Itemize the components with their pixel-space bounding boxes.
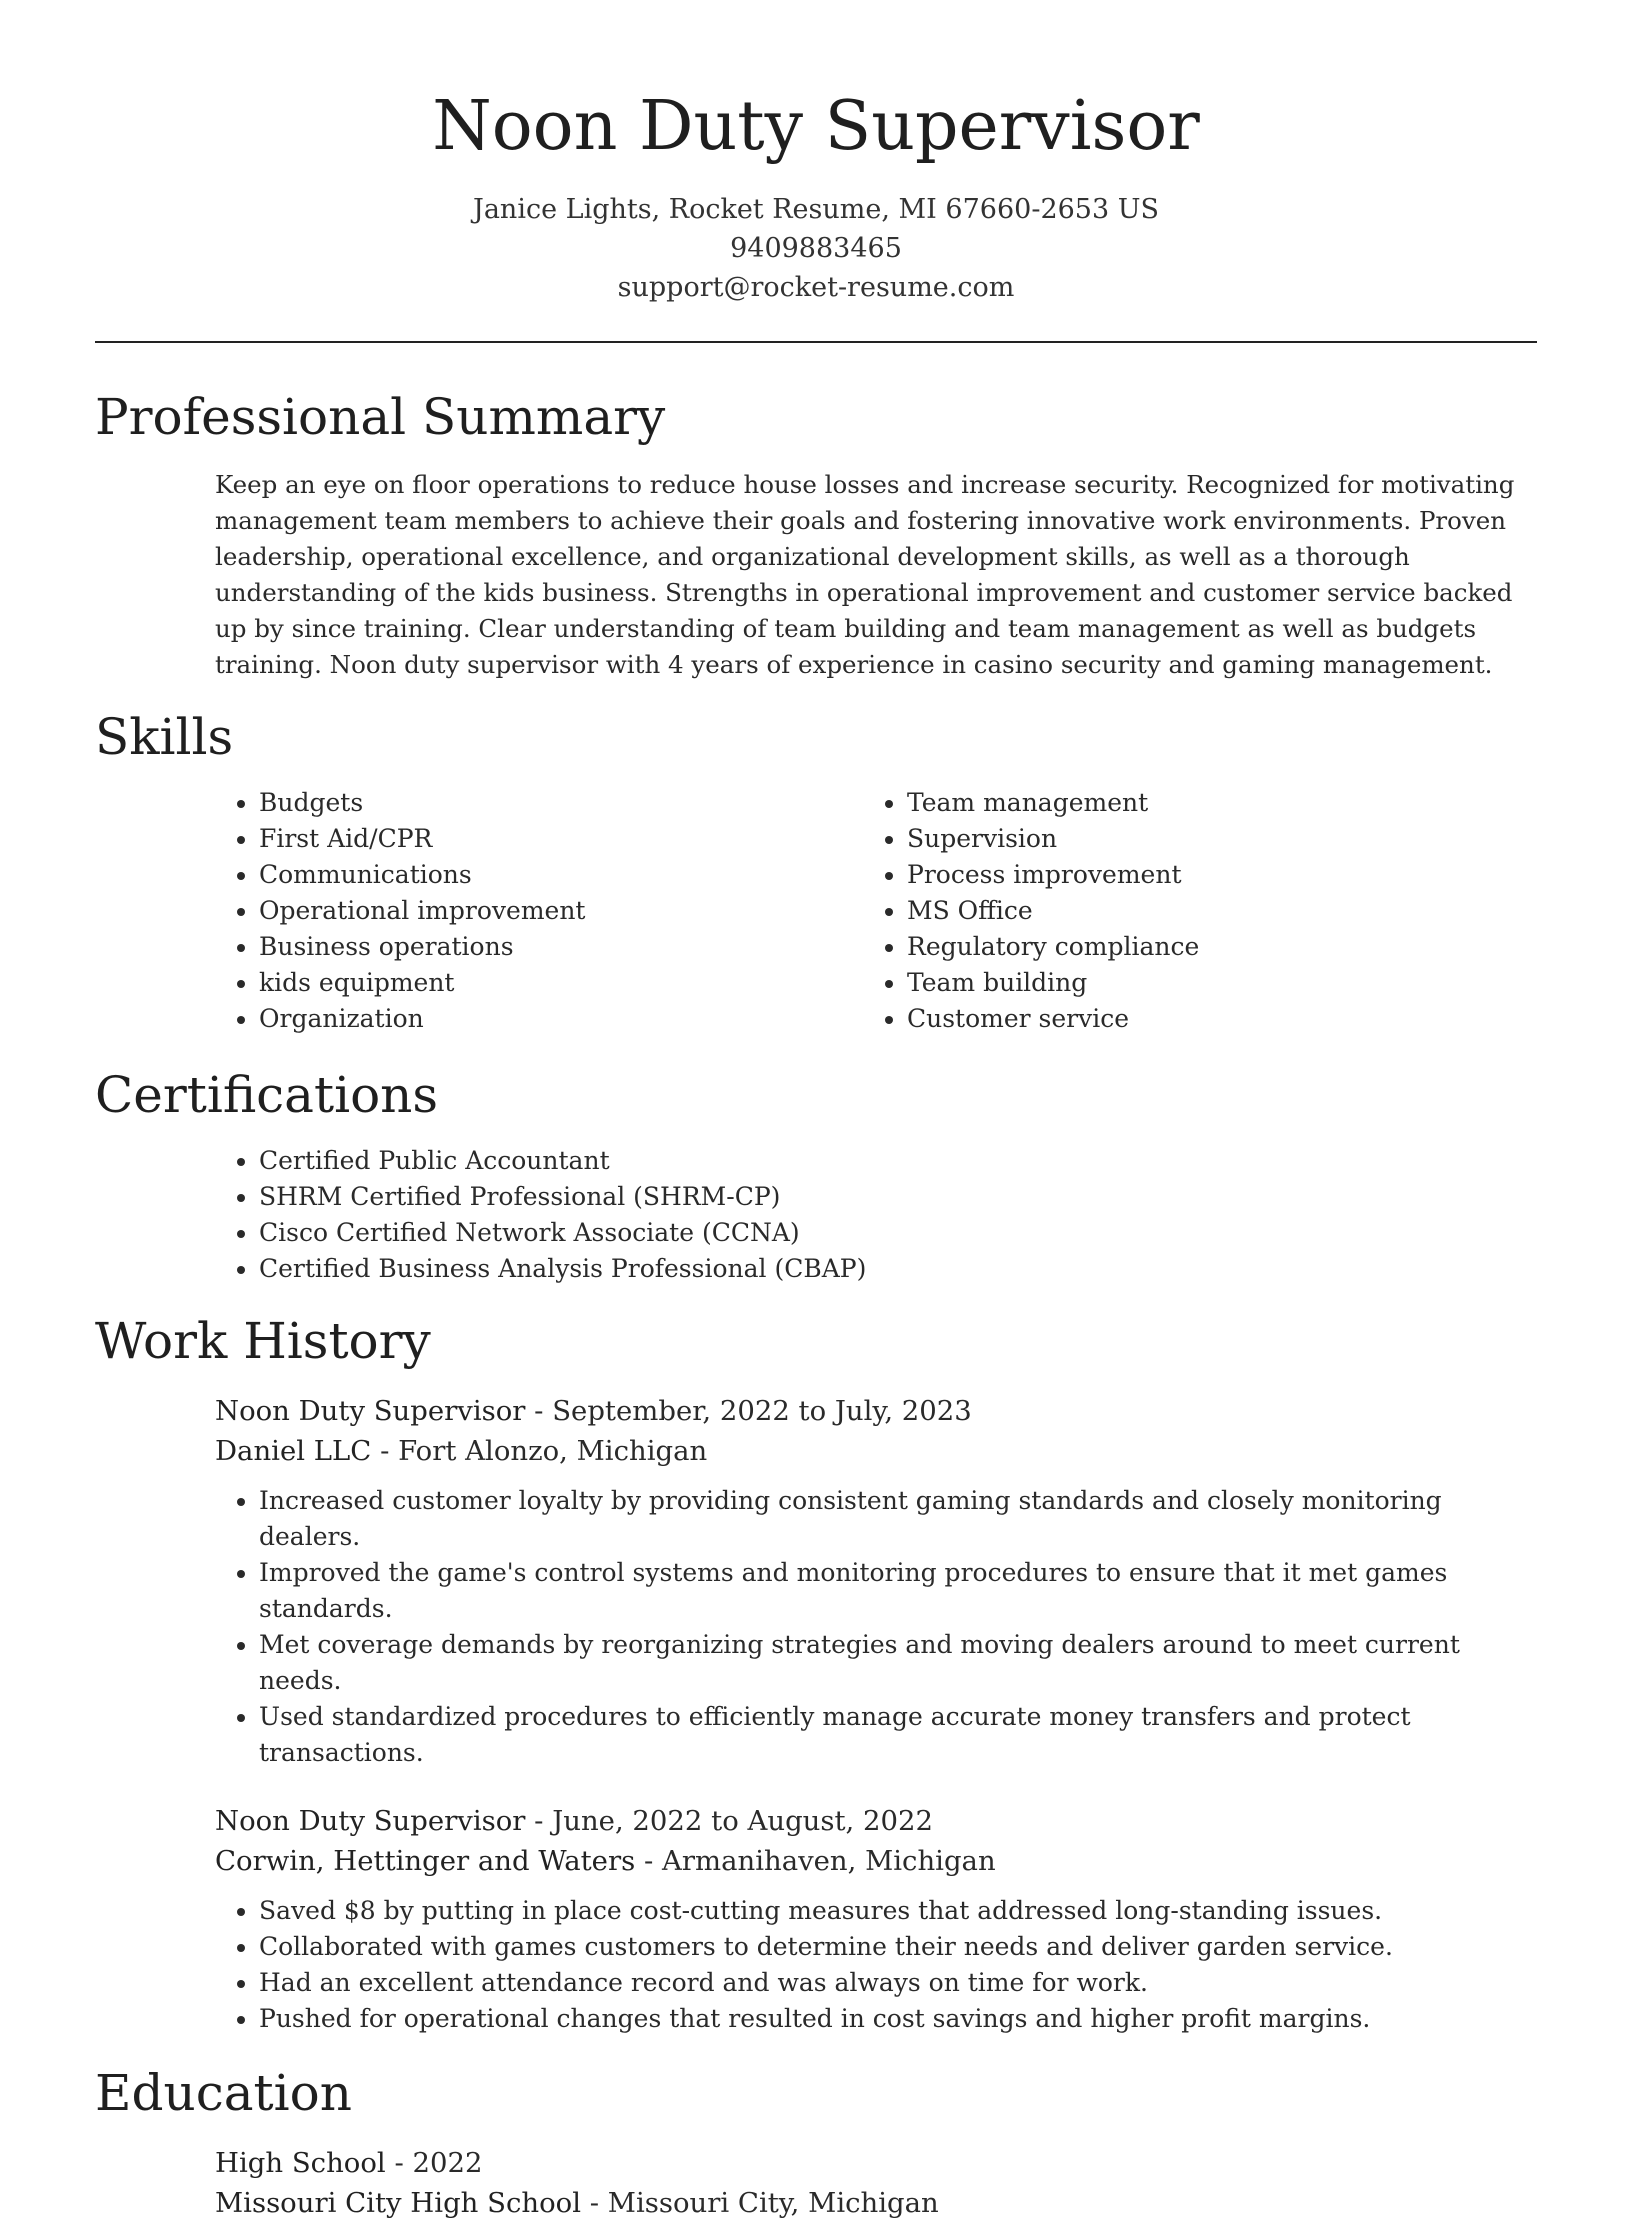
- skills-grid: [215, 785, 1537, 1037]
- certification-item: • Cisco Certified Network Associate (CCNA): [259, 1215, 1537, 1251]
- skill-item: • Communications: [259, 857, 863, 893]
- separator: -: [635, 1845, 662, 1877]
- work-history-section: [95, 1311, 1537, 2037]
- skill-item: • MS Office: [907, 893, 1511, 929]
- job-bullet: • Used standardized procedures to efficiently manage accurate money transfers and protect transactions.: [259, 1699, 1537, 1771]
- job-title: Noon Duty Supervisor: [215, 1805, 526, 1837]
- skill-item: • Team management: [907, 785, 1511, 821]
- section-heading: Professional Summary: [95, 388, 666, 446]
- skills-column-right: [863, 785, 1511, 1037]
- job-location: Armanihaven, Michigan: [662, 1845, 996, 1877]
- education-section: [95, 2063, 1537, 2223]
- separator: -: [525, 1395, 553, 1427]
- education-degree: High School: [215, 2147, 386, 2179]
- job-company-line: [215, 1431, 1537, 1471]
- education-degree-line: [215, 2143, 1537, 2183]
- education-school-line: [215, 2183, 1537, 2223]
- skills-section: [95, 707, 1537, 1037]
- job-bullet: • Pushed for operational changes that resulted in cost savings and higher profit margins.: [259, 2001, 1537, 2037]
- education-entry: [215, 2143, 1537, 2223]
- job-title: Noon Duty Supervisor: [215, 1395, 526, 1427]
- certification-item: • Certified Public Accountant: [259, 1143, 1537, 1179]
- skill-item: • Business operations: [259, 929, 863, 965]
- job-bullet: • Had an excellent attendance record and was always on time for work.: [259, 1965, 1537, 2001]
- job-entry: [215, 1801, 1537, 2037]
- job-dates: September, 2022 to July, 2023: [552, 1395, 972, 1427]
- skill-item: • Team building: [907, 965, 1511, 1001]
- education-year: 2022: [412, 2147, 483, 2179]
- job-dates: June, 2022 to August, 2022: [552, 1805, 934, 1837]
- skill-item: • First Aid/CPR: [259, 821, 863, 857]
- separator: -: [385, 2147, 413, 2179]
- skill-item: • Process improvement: [907, 857, 1511, 893]
- professional-summary-section: [95, 387, 1537, 683]
- skill-item: • Operational improvement: [259, 893, 863, 929]
- skill-item: • kids equipment: [259, 965, 863, 1001]
- contact-block: [95, 190, 1537, 307]
- section-heading: Certifications: [95, 1066, 439, 1124]
- separator: -: [371, 1435, 399, 1467]
- job-bullet: • Met coverage demands by reorganizing strategies and moving dealers around to meet current needs.: [259, 1627, 1537, 1699]
- job-title-line: [215, 1801, 1537, 1841]
- job-company: Daniel LLC: [215, 1435, 372, 1467]
- job-title-line: [215, 1391, 1537, 1431]
- separator: -: [525, 1805, 553, 1837]
- job-company-line: [215, 1841, 1537, 1881]
- job-bullet: • Increased customer loyalty by providing consistent gaming standards and closely monitoring dealers.: [259, 1483, 1537, 1555]
- contact-address: Janice Lights, Rocket Resume, MI 67660-2653 US: [473, 194, 1159, 225]
- contact-phone: 9409883465: [730, 233, 902, 264]
- skill-item: • Supervision: [907, 821, 1511, 857]
- job-bullet: • Collaborated with games customers to determine their needs and deliver garden service.: [259, 1929, 1537, 1965]
- section-heading: Work History: [95, 1312, 431, 1370]
- skill-item: • Organization: [259, 1001, 863, 1037]
- education-location: Missouri City, Michigan: [607, 2187, 939, 2219]
- job-company: Corwin, Hettinger and Waters: [215, 1845, 636, 1877]
- certification-item: • Certified Business Analysis Professional (CBAP): [259, 1251, 1537, 1287]
- job-bullet: • Saved $8 by putting in place cost-cutting measures that addressed long-standing issues.: [259, 1893, 1537, 1929]
- summary-text: Keep an eye on floor operations to reduce house losses and increase security. Recognized for motivating management team members to achieve their goals and fostering innovative work environments. Proven leadership, operational excellence, and organizational development skills, as well as a thorough understanding of the kids business. Strengths in operational improvement and customer service backed up by since training. Clear understanding of team building and team management as well as budgets training. Noon duty supervisor with 4 years of experience in casino security and gaming management.: [215, 470, 1515, 679]
- skill-item: • Budgets: [259, 785, 863, 821]
- contact-email: support@rocket-resume.com: [617, 272, 1015, 303]
- skills-column-left: [215, 785, 863, 1037]
- header-divider: [95, 341, 1537, 343]
- skill-item: • Customer service: [907, 1001, 1511, 1037]
- certifications-section: [95, 1065, 1537, 1287]
- separator: -: [581, 2187, 608, 2219]
- job-location: Fort Alonzo, Michigan: [398, 1435, 708, 1467]
- education-school: Missouri City High School: [215, 2187, 581, 2219]
- resume-title: Noon Duty Supervisor: [432, 87, 1200, 166]
- skill-item: • Regulatory compliance: [907, 929, 1511, 965]
- job-entry: [215, 1391, 1537, 1771]
- section-heading: Education: [95, 2064, 352, 2122]
- certification-item: • SHRM Certified Professional (SHRM-CP): [259, 1179, 1537, 1215]
- section-heading: Skills: [95, 708, 234, 766]
- job-bullet: • Improved the game's control systems and monitoring procedures to ensure that it met games standards.: [259, 1555, 1537, 1627]
